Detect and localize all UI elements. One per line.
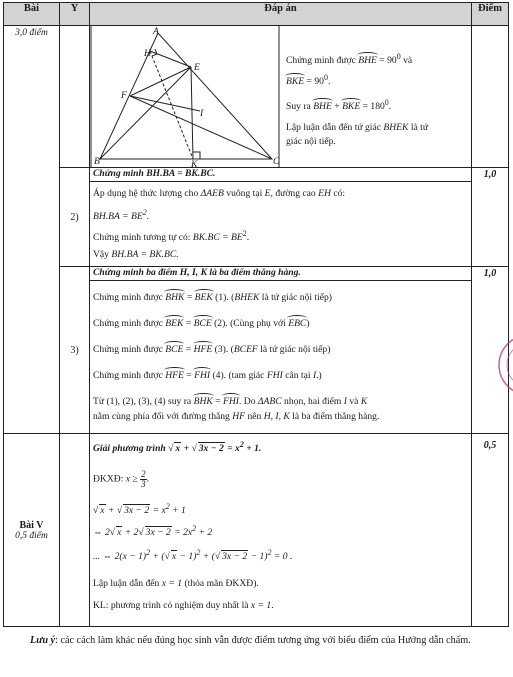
p1-line3: Suy ra BHE + BKE = $180^0$. bbox=[286, 98, 392, 113]
part2-line2: $BH.BA = BE^2$. bbox=[93, 208, 150, 223]
part3-score: 1,0 bbox=[472, 267, 509, 434]
p1-line4: Lập luận dẫn đến tứ giác BHEK là tứ bbox=[286, 122, 429, 133]
bai-v-line5: KL: phương trình có nghiệm duy nhất là x = 1. bbox=[93, 600, 274, 611]
part3-line5: Từ (1), (2), (3), (4) suy ra BHK = FHI. Do ΔABC nhọn, hai điểm I và K bbox=[93, 396, 368, 407]
part2-line1: Áp dụng hệ thức lượng cho ΔAEB vuông tại E, đường cao EH có: bbox=[93, 188, 346, 199]
part2-row bbox=[4, 168, 509, 267]
header-diem: Điểm bbox=[472, 3, 509, 26]
header-dap-an: Đáp án bbox=[90, 3, 472, 26]
footnote-text: : các cách làm khác nếu đúng học sinh vẫn được điểm tương ứng với biểu điểm của Hướng dẫn chấm. bbox=[55, 635, 471, 646]
bai-v-label: Bài V bbox=[19, 519, 44, 531]
label-A: A bbox=[153, 26, 159, 37]
part2-title: Chứng minh BH.BA = BK.BC. bbox=[93, 168, 216, 179]
bai-v-dkxd: ĐKXĐ: x ≥ $\frac{2}{3}$ . bbox=[93, 469, 150, 489]
bai-v-content bbox=[90, 434, 472, 627]
bai-v-score: 0,5 điểm bbox=[15, 530, 48, 541]
bai-v-eq3: ... ⇔ $2(x - 1)^2$ + (√ x − 1)$^2$ + (√ 3x − 2 − 1)$^2$ = 0 . bbox=[93, 548, 293, 563]
part3-line3: Chứng minh được BCE = HFE (3). (BCEF là tứ giác nội tiếp) bbox=[93, 344, 331, 355]
part1-score-cell bbox=[472, 26, 509, 168]
bai-iv-score: 3,0 điểm bbox=[15, 28, 48, 38]
bai-v-score-cell: 0,5 bbox=[472, 434, 509, 627]
part3-line1: Chứng minh được BHK = BEK (1). (BHEK là tứ giác nội tiếp) bbox=[93, 292, 333, 303]
p1-line1: Chứng minh được BHE = $90^0$ và bbox=[286, 52, 413, 67]
part2-line4: Vậy BH.BA = BK.BC. bbox=[93, 249, 179, 260]
part3-line2: Chứng minh được BEK = BCE (2). (Cùng phụ với EBC) bbox=[93, 318, 310, 329]
label-C: C bbox=[273, 156, 280, 167]
header-y: Ý bbox=[60, 3, 90, 26]
label-B: B bbox=[94, 156, 100, 167]
part1-row bbox=[4, 26, 509, 168]
part3-title: Chứng minh ba điểm H, I, K là ba điểm thẳng hàng. bbox=[93, 267, 301, 278]
part3-content bbox=[90, 267, 472, 434]
footnote-label: Lưu ý bbox=[30, 635, 56, 646]
label-H: H bbox=[144, 48, 151, 59]
red-stamp-seal bbox=[495, 320, 513, 410]
footnote bbox=[14, 634, 500, 647]
label-F: F bbox=[121, 90, 127, 101]
part2-line3: Chứng minh tương tự có: $BK.BC = BE^2$. bbox=[93, 229, 250, 244]
bai-v-line4: Lập luận dẫn đến x = 1 (thỏa mãn ĐKXĐ). bbox=[93, 578, 259, 589]
bai-v-y-cell bbox=[60, 434, 90, 627]
bai-v-title: Giải phương trình √ x + √ $3x - 2 = x^2 + 1$. bbox=[93, 440, 262, 455]
geometry-figure bbox=[90, 26, 280, 168]
label-I: I bbox=[200, 108, 204, 119]
label-E: E bbox=[194, 62, 200, 73]
part2-score: 1,0 bbox=[472, 168, 509, 267]
table-header-row bbox=[4, 3, 509, 26]
part1-y-cell bbox=[60, 26, 90, 168]
part2-y: 2) bbox=[60, 168, 90, 267]
bai-v-eq2: ⇔ 2√ x + 2√ $3x - 2 = 2x^2 + 2$ bbox=[93, 524, 213, 539]
p1-line5: giác nội tiếp. bbox=[286, 136, 336, 147]
part3-line6: nằm cùng phía đối với đường thẳng HF nên H, I, K là ba điểm thẳng hàng. bbox=[93, 411, 380, 422]
part1-content bbox=[90, 26, 472, 168]
part3-line4: Chứng minh được HFE = FHI (4). (tam giác FHI cân tại I.) bbox=[93, 370, 322, 381]
p1-line2: BKE = $90^0$. bbox=[286, 73, 331, 88]
bai-v-row bbox=[4, 434, 509, 627]
label-K: K bbox=[191, 159, 198, 168]
bai-v-cell bbox=[4, 434, 60, 627]
bai-iv-cell bbox=[4, 26, 60, 434]
part2-content bbox=[90, 168, 472, 267]
bai-v-eq1: √ x + √ $3x - 2 = x^2 + 1$ bbox=[93, 502, 186, 517]
part3-row bbox=[4, 267, 509, 434]
part3-y: 3) bbox=[60, 267, 90, 434]
answer-table bbox=[3, 2, 509, 627]
header-bai: Bài bbox=[4, 3, 60, 26]
